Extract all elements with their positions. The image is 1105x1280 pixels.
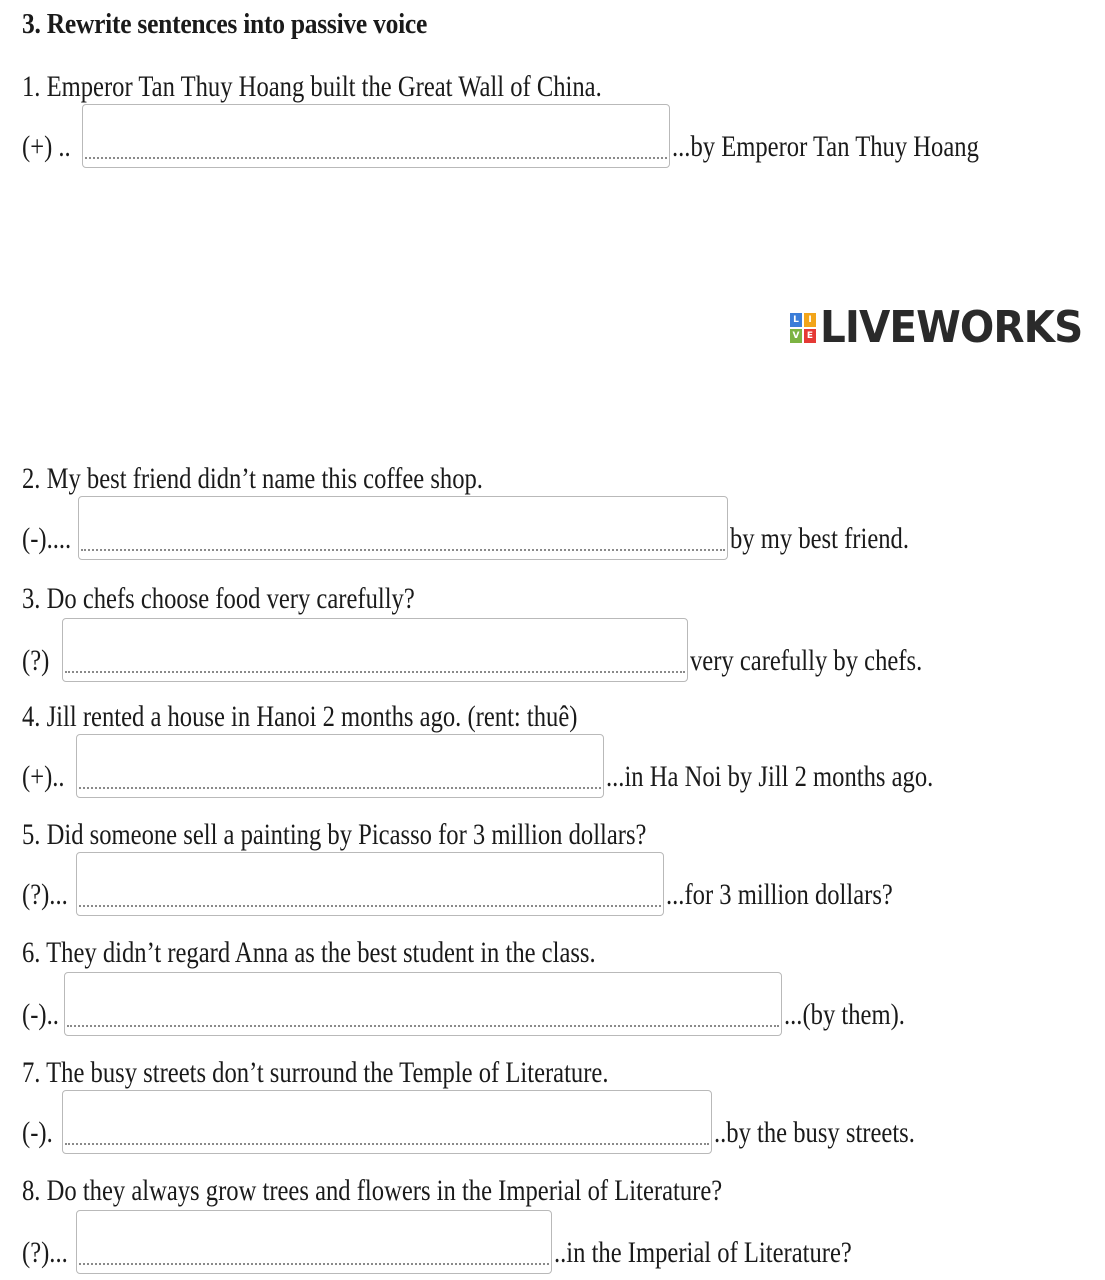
question-7-answer-input[interactable]: [62, 1090, 712, 1154]
question-3-answer-row: [22, 618, 1022, 678]
question-6-prefix: (-)..: [22, 998, 59, 1031]
question-1-prefix: (+) ..: [22, 130, 71, 163]
liveworks-logo-text: LIVEWORKS: [820, 302, 1083, 353]
question-1-answer-input[interactable]: [82, 104, 670, 168]
question-6-answer-input[interactable]: [64, 972, 782, 1036]
question-2-suffix: by my best friend.: [730, 522, 910, 555]
question-7-answer-row: [22, 1090, 1022, 1150]
question-8-suffix: ..in the Imperial of Literature?: [554, 1236, 852, 1269]
question-8-answer-row: [22, 1210, 1022, 1270]
question-3-answer-input[interactable]: [62, 618, 688, 682]
exercise-heading: 3. Rewrite sentences into passive voice: [22, 8, 428, 40]
question-8-prefix: (?)...: [22, 1236, 68, 1269]
question-5-sentence: 5. Did someone sell a painting by Picasso for 3 million dollars?: [22, 818, 647, 851]
question-4-answer-row: [22, 734, 1022, 794]
question-4-sentence: 4. Jill rented a house in Hanoi 2 months ago. (rent: thuê): [22, 700, 578, 733]
question-1-answer-row: [22, 104, 1022, 164]
question-2-sentence: 2. My best friend didn’t name this coffee shop.: [22, 462, 483, 495]
question-2-answer-input[interactable]: [78, 496, 728, 560]
question-7-sentence: 7. The busy streets don’t surround the Temple of Literature.: [22, 1056, 609, 1089]
question-4-prefix: (+)..: [22, 760, 65, 793]
liveworks-logo: [790, 302, 1105, 353]
question-8-sentence: 8. Do they always grow trees and flowers in the Imperial of Literature?: [22, 1174, 723, 1207]
question-6-answer-row: [22, 972, 1022, 1032]
question-7-suffix: ..by the busy streets.: [714, 1116, 915, 1149]
question-5-answer-input[interactable]: [76, 852, 664, 916]
liveworks-logo-icon: L I V E: [790, 313, 816, 343]
question-7-prefix: (-).: [22, 1116, 53, 1149]
question-8-answer-input[interactable]: [76, 1210, 552, 1274]
question-5-prefix: (?)...: [22, 878, 68, 911]
question-3-prefix: (?): [22, 644, 50, 677]
question-6-suffix: ...(by them).: [784, 998, 905, 1031]
question-4-suffix: ...in Ha Noi by Jill 2 months ago.: [606, 760, 934, 793]
question-4-answer-input[interactable]: [76, 734, 604, 798]
question-3-sentence: 3. Do chefs choose food very carefully?: [22, 582, 415, 615]
question-5-suffix: ...for 3 million dollars?: [666, 878, 893, 911]
question-3-suffix: very carefully by chefs.: [690, 644, 923, 677]
question-5-answer-row: [22, 852, 1022, 912]
question-2-prefix: (-)....: [22, 522, 72, 555]
question-1-sentence: 1. Emperor Tan Thuy Hoang built the Great Wall of China.: [22, 70, 602, 103]
question-2-answer-row: [22, 496, 1022, 556]
question-1-suffix: ...by Emperor Tan Thuy Hoang: [672, 130, 979, 163]
question-6-sentence: 6. They didn’t regard Anna as the best student in the class.: [22, 936, 596, 969]
